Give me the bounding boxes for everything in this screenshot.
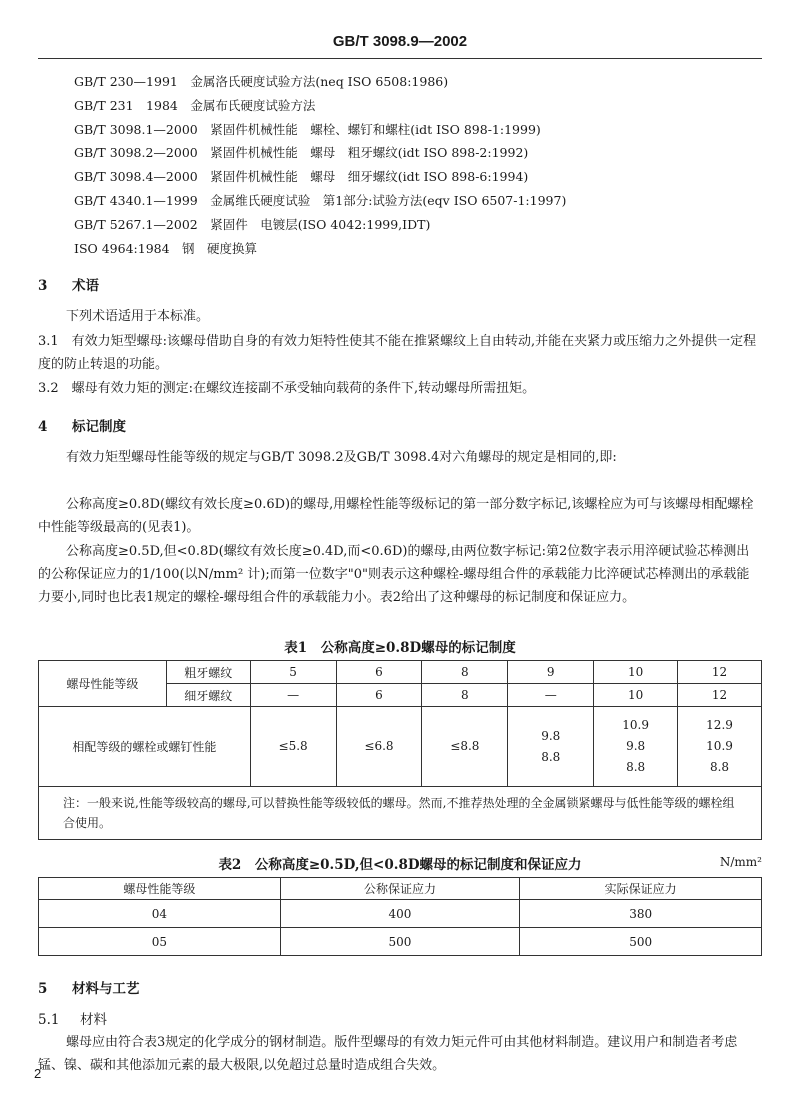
section-4-paragraph: 公称高度≥0.5D,但<0.8D(螺纹有效长度≥0.4D,而<0.6D)的螺母,由两位数字标记:第2位数字表示用淬硬试验芯棒测出的公称保证应力的1/100(以N/mm² 计);而第一位数字"0"则表示这种螺栓-螺母组合件的承载能力比淬硬试芯棒测出的承载能力要小,同时也比表1规定的螺栓-螺母组合件的承载能力小。表2给出了这种螺母的标记制度和保证应力。 — [38, 544, 750, 605]
table-cell: 6 — [336, 684, 422, 707]
table-cell: 05 — [39, 928, 281, 956]
table-header-cell: 公称保证应力 — [280, 878, 520, 900]
section-3-heading — [38, 274, 99, 294]
section-4-heading — [38, 415, 126, 435]
definition-3-1: 3.1 有效力矩型螺母:该螺母借助自身的有效力矩特性使其不能在推紧螺纹上自由转动,并能在夹紧力或压缩力之外提供一定程度的防止转退的功能。 — [38, 334, 757, 372]
cell-line: 9.8 — [626, 739, 646, 753]
table-cell — [250, 707, 336, 787]
table-cell: 6 — [336, 661, 422, 684]
reference-item: GB/T 231 1984 金属布氏硬度试验方法 — [74, 97, 316, 113]
table-cell — [422, 707, 508, 787]
section-5-heading — [38, 977, 140, 997]
table-cell — [594, 707, 678, 787]
table-cell: — — [250, 684, 336, 707]
cell-line: 8.8 — [626, 760, 646, 774]
subsection-title: 材料 — [80, 1012, 107, 1028]
table-cell: 500 — [520, 928, 762, 956]
header-rule — [38, 58, 762, 59]
table-2-unit: N/mm² — [719, 855, 762, 869]
section-title: 材料与工艺 — [72, 981, 140, 997]
table-row — [39, 900, 762, 928]
subsection-5-1-heading — [38, 1008, 107, 1028]
table-cell: 10 — [594, 661, 678, 684]
table-cell: 10 — [594, 684, 678, 707]
definition-3-2: 3.2 螺母有效力矩的测定:在螺纹连接副不承受轴向载荷的条件下,转动螺母所需扭矩。 — [38, 381, 536, 396]
table-header-cell: 螺母性能等级 — [39, 661, 167, 707]
table-row — [39, 707, 762, 787]
table-cell: 500 — [280, 928, 520, 956]
table-cell: 12 — [678, 661, 762, 684]
table-header-cell: 细牙螺纹 — [166, 684, 250, 707]
section-title: 术语 — [72, 278, 99, 294]
section-4-paragraph: 有效力矩型螺母性能等级的规定与GB/T 3098.2及GB/T 3098.4对六角螺母的规定是相同的,即: — [66, 450, 617, 465]
section-5-1-paragraph: 螺母应由符合表3规定的化学成分的钢材制造。版件型螺母的有效力矩元件可由其他材料制造。建议用户和制造者考虑锰、镍、碳和其他添加元素的最大极限,以免超过总量时造成组合失效。 — [38, 1035, 738, 1073]
table-cell: 8 — [422, 684, 508, 707]
reference-item: GB/T 230—1991 金属洛氏硬度试验方法(neq ISO 6508:1986) — [74, 74, 449, 89]
reference-item: GB/T 3098.2—2000 紧固件机械性能 螺母 粗牙螺纹(idt ISO 898-2:1992) — [74, 145, 529, 161]
cell-line: ≤8.8 — [450, 739, 480, 753]
table-header-cell: 粗牙螺纹 — [166, 661, 250, 684]
table-1 — [38, 660, 762, 840]
table-1-caption: 表1 公称高度≥0.8D螺母的标记制度 — [284, 640, 516, 656]
table-cell — [508, 707, 594, 787]
section-number: 4 — [38, 419, 48, 435]
cell-line: 10.9 — [622, 718, 649, 732]
table-cell: 12 — [678, 684, 762, 707]
cell-line: 8.8 — [709, 760, 730, 774]
table-row — [39, 928, 762, 956]
reference-item: GB/T 3098.4—2000 紧固件机械性能 螺母 细牙螺纹(idt ISO 898-6:1994) — [74, 169, 529, 185]
section-title: 标记制度 — [72, 419, 126, 435]
cell-line: ≤5.8 — [278, 739, 308, 753]
cell-line: 12.9 — [706, 718, 733, 732]
table-row — [39, 661, 762, 684]
table-cell: 8 — [422, 661, 508, 684]
table-cell: — — [508, 684, 594, 707]
section-number: 3 — [38, 278, 48, 294]
table-header-cell: 实际保证应力 — [520, 878, 762, 900]
cell-line: 9.8 — [541, 728, 561, 743]
table-cell: 380 — [520, 900, 762, 928]
table-cell: 400 — [280, 900, 520, 928]
cell-line: ≤6.8 — [364, 739, 394, 753]
reference-item: ISO 4964:1984 钢 硬度换算 — [74, 240, 258, 256]
table-2-caption: 表2 公称高度≥0.5D,但<0.8D螺母的标记制度和保证应力 — [218, 857, 582, 873]
reference-item: GB/T 4340.1—1999 金属维氏硬度试验 第1部分:试验方法(eqv ISO 6507-1:1997) — [74, 192, 567, 208]
normative-references — [74, 70, 754, 260]
table-note: 注：一般来说,性能等级较高的螺母,可以替换性能等级较低的螺母。然而,不推荐热处理的全金属锁紧螺母与低性能等级的螺栓组合使用。 — [39, 787, 762, 840]
table-cell: 04 — [39, 900, 281, 928]
table-cell — [336, 707, 422, 787]
reference-item: GB/T 3098.1—2000 紧固件机械性能 螺栓、螺钉和螺柱(idt ISO 898-1:1999) — [74, 121, 541, 137]
table-row — [39, 787, 762, 840]
page-header: GB/T 3098.9—2002 — [332, 33, 468, 50]
section-4-paragraph: 公称高度≥0.8D(螺纹有效长度≥0.6D)的螺母,用螺栓性能等级标记的第一部分数字标记,该螺栓应为可与该螺母相配螺栓中性能等级最高的(见表1)。 — [38, 497, 754, 535]
reference-item: GB/T 5267.1—2002 紧固件 电镀层(ISO 4042:1999,IDT) — [74, 216, 431, 232]
subsection-number: 5.1 — [38, 1012, 60, 1028]
section-3-intro: 下列术语适用于本标准。 — [66, 309, 210, 324]
table-row — [39, 878, 762, 900]
cell-line: 8.8 — [541, 749, 561, 764]
table-cell — [678, 707, 762, 787]
page-number: 2 — [34, 1066, 42, 1081]
table-header-cell: 螺母性能等级 — [39, 878, 281, 900]
table-header-cell: 相配等级的螺栓或螺钉性能 — [39, 707, 251, 787]
section-number: 5 — [38, 981, 48, 997]
table-2 — [38, 877, 762, 956]
cell-line: 10.9 — [706, 739, 733, 753]
table-cell: 9 — [508, 661, 594, 684]
table-cell: 5 — [250, 661, 336, 684]
